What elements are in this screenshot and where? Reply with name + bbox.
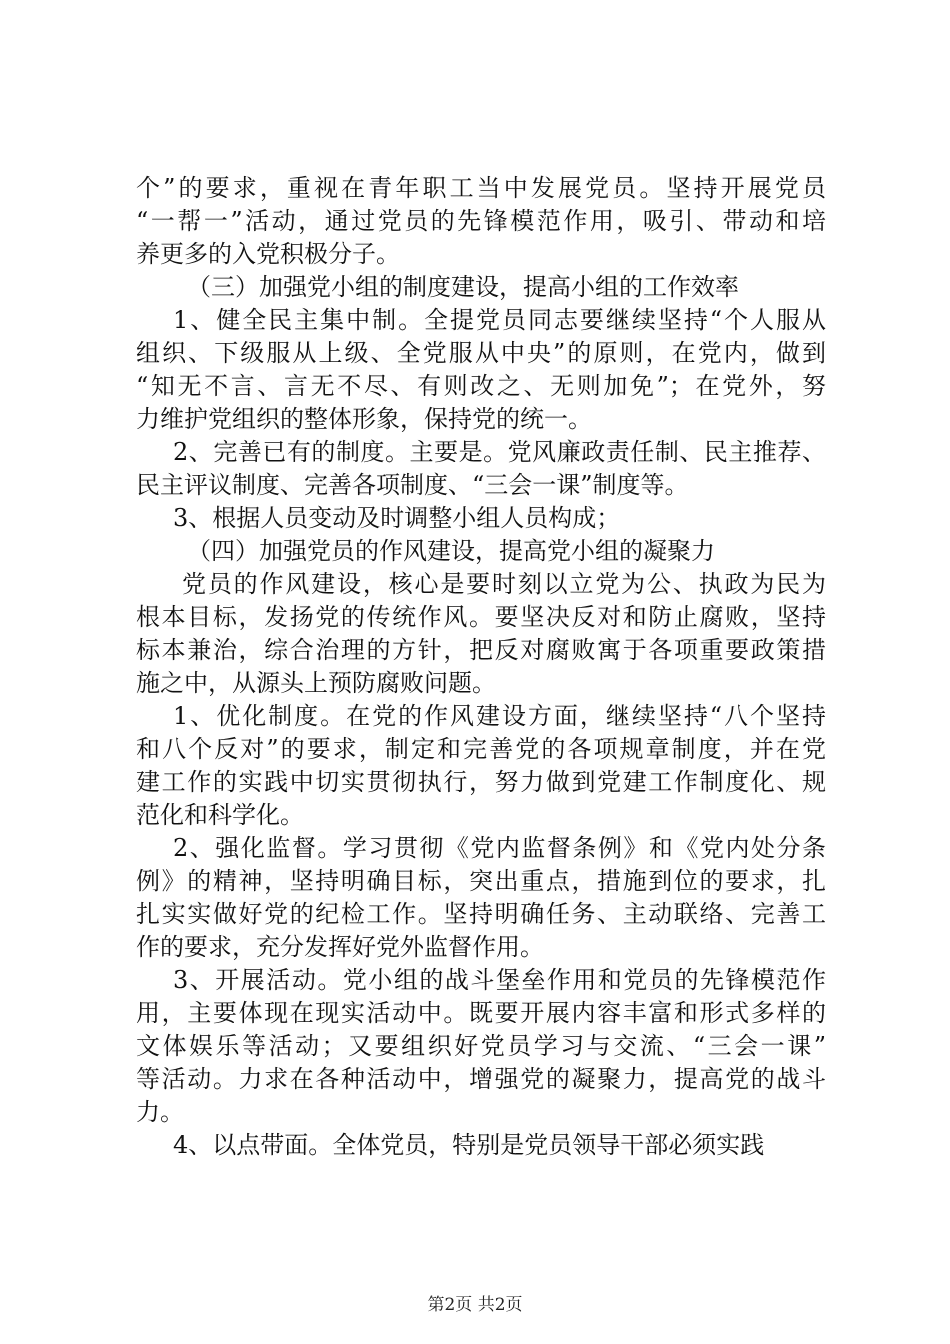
text-line: 例》的精神，坚持明确目标，突出重点，措施到位的要求，扎	[136, 867, 826, 895]
text-line: 3、开展活动。党小组的战斗堡垒作用和党员的先锋模范作	[173, 966, 826, 994]
text-line: 组织、下级服从上级、全党服从中央”的原则，在党内，做到	[136, 339, 826, 367]
document-body	[136, 172, 826, 1162]
text-line: 用，主要体现在现实活动中。既要开展内容丰富和形式多样的	[136, 999, 826, 1027]
text-line: 等活动。力求在各种活动中，增强党的凝聚力，提高党的战斗	[136, 1065, 826, 1093]
section-heading: （四）加强党员的作风建设，提高党小组的凝聚力	[187, 537, 715, 565]
text-line: 标本兼治，综合治理的方针，把反对腐败寓于各项重要政策措	[136, 636, 826, 664]
text-line: “一帮一”活动，通过党员的先锋模范作用，吸引、带动和培	[136, 207, 826, 235]
text-line: 文体娱乐等活动；又要组织好党员学习与交流、“三会一课”	[136, 1032, 826, 1060]
text-line: 和八个反对”的要求，制定和完善党的各项规章制度，并在党	[136, 735, 826, 763]
text-line: 根本目标，发扬党的传统作风。要坚决反对和防止腐败，坚持	[136, 603, 826, 631]
text-line: 2、完善已有的制度。主要是。党风廉政责任制、民主推荐、	[173, 438, 826, 466]
text-line: 力维护党组织的整体形象，保持党的统一。	[136, 405, 592, 433]
text-line: 民主评议制度、完善各项制度、“三会一课”制度等。	[136, 471, 689, 499]
text-line: 范化和科学化。	[136, 801, 304, 829]
text-line: 1、健全民主集中制。全提党员同志要继续坚持“个人服从	[173, 306, 826, 334]
text-line: 3、根据人员变动及时调整小组人员构成；	[173, 504, 621, 532]
text-line: 2、强化监督。学习贯彻《党内监督条例》和《党内处分条	[173, 834, 826, 862]
section-heading: （三）加强党小组的制度建设，提高小组的工作效率	[187, 273, 739, 301]
text-line: 扎实实做好党的纪检工作。坚持明确任务、主动联络、完善工	[136, 900, 826, 928]
text-line: 4、以点带面。全体党员，特别是党员领导干部必须实践	[173, 1131, 765, 1159]
page-footer: 第2页 共2页	[427, 1295, 523, 1315]
text-line: 力。	[136, 1098, 184, 1126]
text-line: 建工作的实践中切实贯彻执行，努力做到党建工作制度化、规	[136, 768, 826, 796]
text-line: 施之中，从源头上预防腐败问题。	[136, 669, 496, 697]
text-line: 党员的作风建设，核心是要时刻以立党为公、执政为民为	[182, 570, 826, 598]
text-line: 个”的要求，重视在青年职工当中发展党员。坚持开展党员	[136, 174, 826, 202]
text-line: 养更多的入党积极分子。	[136, 240, 400, 268]
text-line: 1、优化制度。在党的作风建设方面，继续坚持“八个坚持	[173, 702, 826, 730]
text-line: “知无不言、言无不尽、有则改之、无则加免”；在党外，努	[136, 372, 826, 400]
text-line: 作的要求，充分发挥好党外监督作用。	[136, 933, 544, 961]
